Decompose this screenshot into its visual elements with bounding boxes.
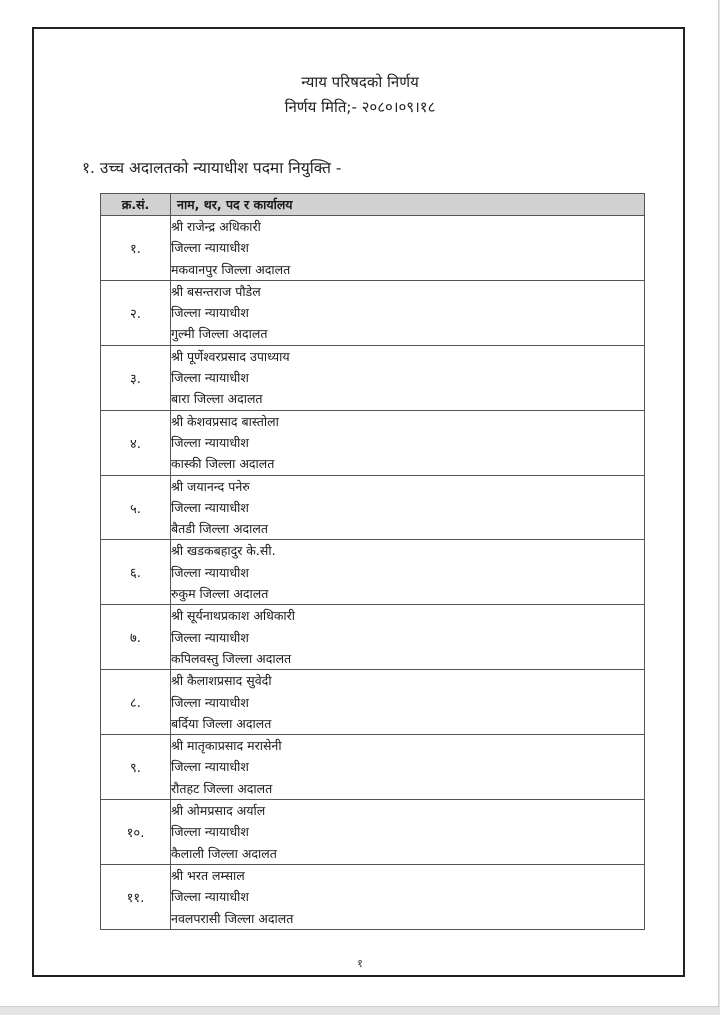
judge-post: जिल्ला न्यायाधीश (171, 499, 249, 515)
judge-office: कास्की जिल्ला अदालत (171, 456, 275, 472)
judge-details (171, 345, 645, 410)
judge-details (171, 280, 645, 345)
document-title: न्याय परिषदको निर्णय (301, 73, 419, 91)
table-header-row (101, 194, 645, 216)
judge-details (171, 605, 645, 670)
judge-details (171, 864, 645, 929)
judge-post: जिल्ला न्यायाधीश (171, 564, 249, 580)
judge-office: बर्दिया जिल्ला अदालत (171, 715, 272, 731)
column-header-details: नाम, थर, पद र कार्यालय (171, 194, 645, 216)
page-number: १ (357, 957, 363, 970)
column-header-serial: क्र.सं. (101, 194, 171, 216)
serial-number: ९. (101, 735, 171, 800)
judge-post: जिल्ला न्यायाधीश (171, 824, 249, 840)
serial-number: ७. (101, 605, 171, 670)
judge-office: गुल्मी जिल्ला अदालत (171, 326, 268, 342)
judge-post: जिल्ला न्यायाधीश (171, 629, 249, 645)
serial-number: ४. (101, 410, 171, 475)
table-row (101, 735, 645, 800)
serial-number: ६. (101, 540, 171, 605)
judge-office: कैलाली जिल्ला अदालत (171, 845, 277, 861)
table-row (101, 800, 645, 865)
judge-details (171, 410, 645, 475)
table-row (101, 345, 645, 410)
judge-post: जिल्ला न्यायाधीश (171, 694, 249, 710)
judge-name: श्री पूर्णेश्वरप्रसाद उपाध्याय (171, 348, 290, 364)
serial-number: १. (101, 216, 171, 281)
serial-number: ३. (101, 345, 171, 410)
judge-name: श्री खडकबहादुर के.सी. (171, 543, 276, 559)
judge-name: श्री ओमप्रसाद अर्याल (171, 803, 266, 819)
judge-name: श्री जयानन्द पनेरु (171, 478, 250, 494)
judge-office: नवलपरासी जिल्ला अदालत (171, 910, 294, 926)
judge-post: जिल्ला न्यायाधीश (171, 305, 249, 321)
judge-name: श्री बसन्तराज पौडेल (171, 283, 261, 299)
table-row (101, 605, 645, 670)
judge-office: रौतहट जिल्ला अदालत (171, 780, 273, 796)
table-row (101, 864, 645, 929)
table-body (101, 216, 645, 930)
serial-number: १०. (101, 800, 171, 865)
section-heading: १. उच्च अदालतको न्यायाधीश पदमा नियुक्ति - (82, 159, 342, 177)
judge-post: जिल्ला न्यायाधीश (171, 370, 249, 386)
table-row (101, 670, 645, 735)
judge-name: श्री सूर्यनाथप्रकाश अधिकारी (171, 608, 296, 624)
judge-details (171, 735, 645, 800)
judge-details (171, 800, 645, 865)
judge-post: जिल्ला न्यायाधीश (171, 434, 249, 450)
judge-name: श्री केशवप्रसाद बास्तोला (171, 413, 279, 429)
judge-name: श्री भरत लम्साल (171, 867, 245, 883)
table-row (101, 540, 645, 605)
judge-post: जिल्ला न्यायाधीश (171, 889, 249, 905)
judge-name: श्री कैलाशप्रसाद सुवेदी (171, 673, 272, 689)
judge-office: मकवानपुर जिल्ला अदालत (171, 261, 291, 277)
judge-post: जिल्ला न्यायाधीश (171, 759, 249, 775)
table-row (101, 410, 645, 475)
serial-number: ११. (101, 864, 171, 929)
serial-number: ८. (101, 670, 171, 735)
judge-details (171, 475, 645, 540)
table-row (101, 280, 645, 345)
judge-office: बैतडी जिल्ला अदालत (171, 521, 269, 537)
judge-office: कपिलवस्तु जिल्ला अदालत (171, 650, 292, 666)
judge-office: रुकुम जिल्ला अदालत (171, 586, 269, 602)
table-row (101, 216, 645, 281)
judge-details (171, 670, 645, 735)
decision-date: निर्णय मिति;- २०८०।०९।१८ (284, 98, 436, 116)
judge-details (171, 216, 645, 281)
judge-post: जिल्ला न्यायाधीश (171, 240, 249, 256)
judge-office: बारा जिल्ला अदालत (171, 391, 263, 407)
serial-number: ५. (101, 475, 171, 540)
table-row (101, 475, 645, 540)
serial-number: २. (101, 280, 171, 345)
judge-details (171, 540, 645, 605)
judge-name: श्री राजेन्द्र अधिकारी (171, 219, 261, 234)
judge-name: श्री मातृकाप्रसाद मरासेनी (171, 738, 282, 754)
appointment-table (100, 193, 645, 930)
